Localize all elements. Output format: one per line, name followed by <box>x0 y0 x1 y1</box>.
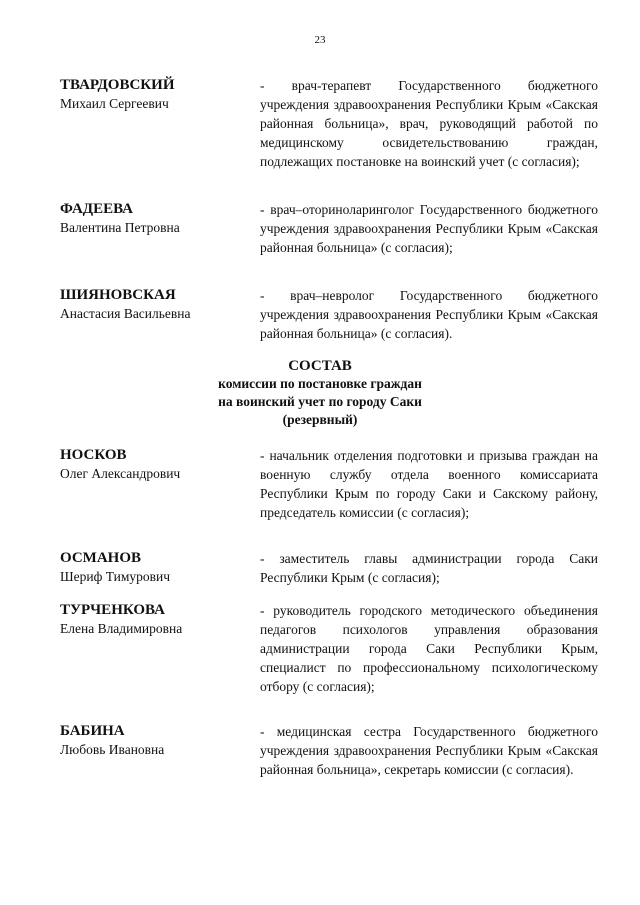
member-surname: ТУРЧЕНКОВА <box>60 602 165 618</box>
member-role: - руководитель городского методического объединения педагогов психологов управления образования администрации города Саки Республики Крым, специалист по профессиональному психологическому отбору (с согласия); <box>260 603 598 694</box>
heading-line-3: (резервный) <box>282 412 358 427</box>
member-given-name: Шериф Тимурович <box>60 569 171 584</box>
member-surname: ОСМАНОВ <box>60 550 142 566</box>
member-given-name: Михаил Сергеевич <box>60 96 169 111</box>
heading-title: СОСТАВ <box>288 358 352 374</box>
member-surname: ТВАРДОВСКИЙ <box>60 77 175 93</box>
page-number: 23 <box>314 34 326 46</box>
member-role: - врач-терапевт Государственного бюджетного учреждения здравоохранения Республики Крым «Сакская районная больница», врач, руководящий работой по медицинскому освидетельствованию граждан, подлежащих постановке на воинский учет (с согласия); <box>260 78 598 169</box>
member-surname: ШИЯНОВСКАЯ <box>60 287 176 303</box>
member-surname: НОСКОВ <box>60 447 127 463</box>
member-given-name: Валентина Петровна <box>60 220 180 235</box>
member-surname: БАБИНА <box>60 723 125 739</box>
section-heading <box>0 357 640 429</box>
member-role: - начальник отделения подготовки и призыва граждан на военную службу отдела военного комиссариата Республики Крым по городу Саки и Сакскому району, председатель комиссии (с согласия); <box>260 448 598 520</box>
member-role: - заместитель главы администрации города Саки Республики Крым (с согласия); <box>260 551 598 585</box>
member-given-name: Елена Владимировна <box>60 621 183 636</box>
member-given-name: Любовь Ивановна <box>60 742 165 757</box>
member-given-name: Анастасия Васильевна <box>60 306 191 321</box>
member-given-name: Олег Александрович <box>60 466 181 481</box>
member-surname: ФАДЕЕВА <box>60 201 133 217</box>
member-role: - врач–невролог Государственного бюджетного учреждения здравоохранения Республики Крым «Сакская районная больница» (с согласия). <box>260 288 598 341</box>
heading-line-1: комиссии по постановке граждан <box>218 376 422 391</box>
member-role: - врач–оториноларинголог Государственного бюджетного учреждения здравоохранения Республики Крым «Сакская районная больница» (с согласия); <box>260 202 598 255</box>
member-role: - медицинская сестра Государственного бюджетного учреждения здравоохранения Республики Крым «Сакская районная больница», секретарь комиссии (с согласия). <box>260 724 598 777</box>
heading-line-2: на воинский учет по городу Саки <box>218 394 422 409</box>
